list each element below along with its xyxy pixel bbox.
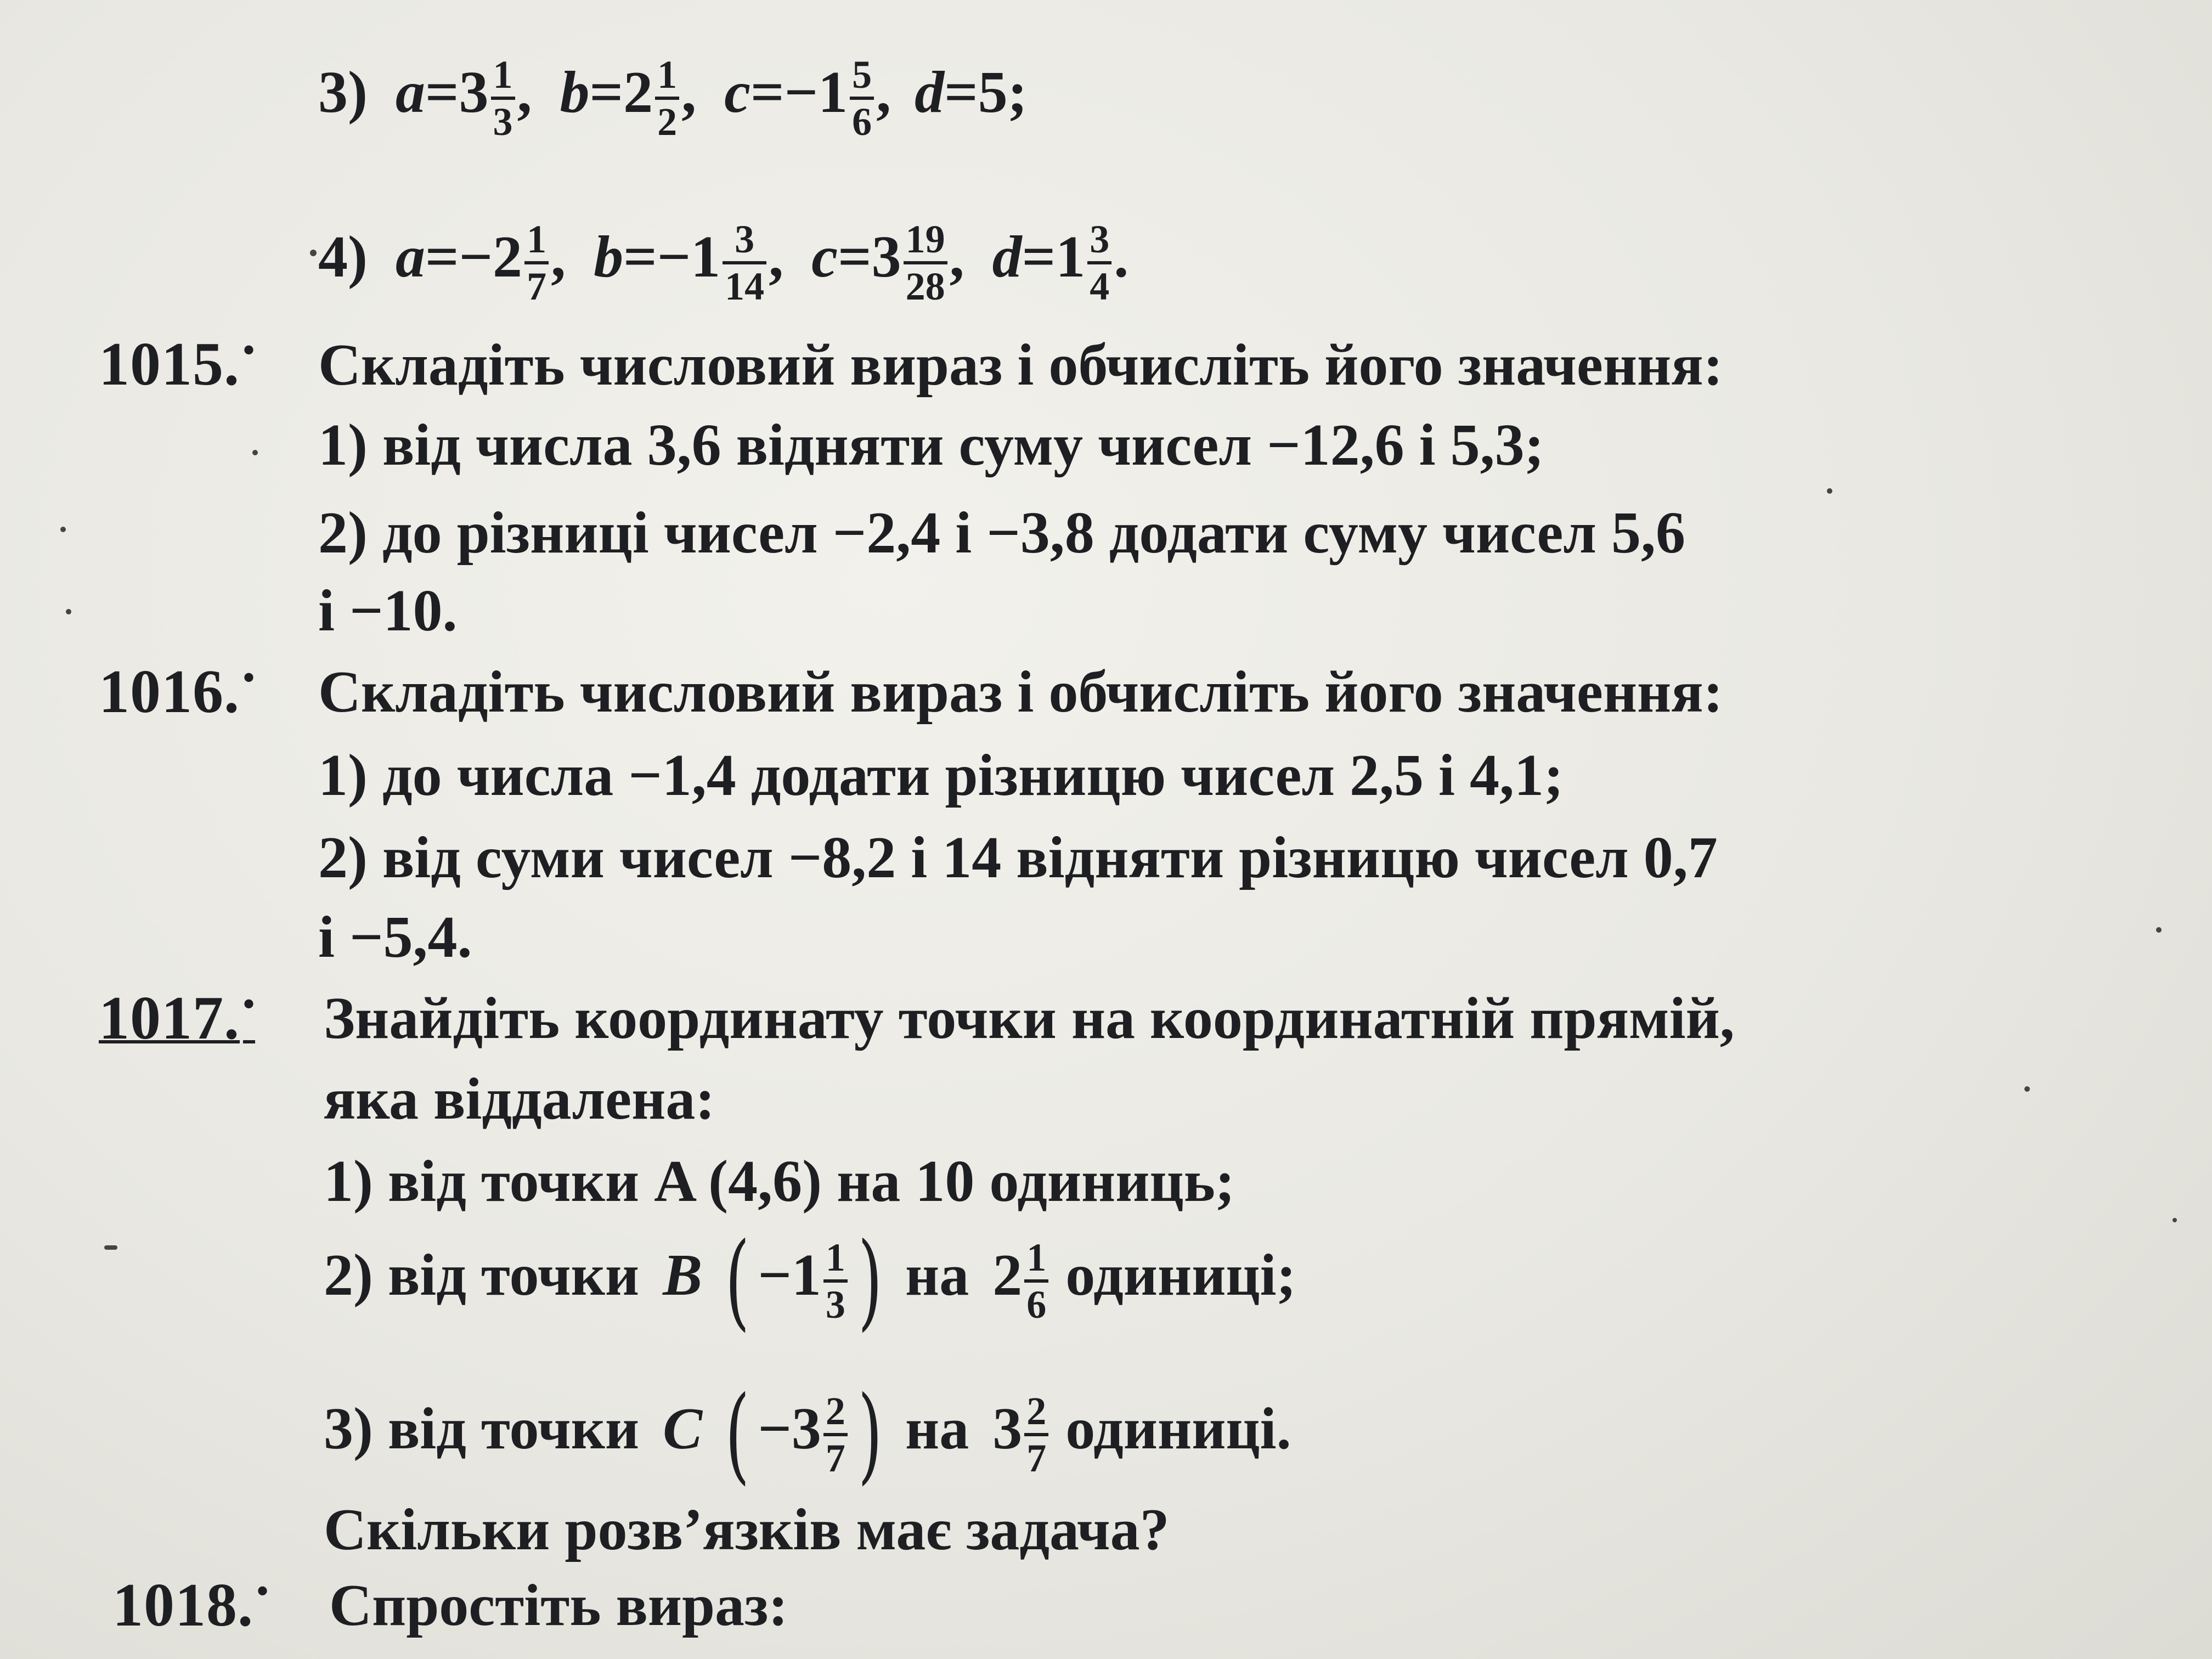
coord-num: 2: [823, 1391, 848, 1436]
point-c: C: [663, 1396, 703, 1462]
dist-fraction: [1024, 1391, 1048, 1478]
open-paren: (: [725, 1220, 750, 1341]
print-speck: [252, 450, 258, 455]
problem-number: 1016.: [99, 658, 240, 726]
coord-int: −3: [758, 1396, 821, 1462]
problem-number: 1015.: [99, 330, 240, 398]
problem-1017-sub1: 1) від точки A (4,6) на 10 одиниць;: [324, 1149, 1235, 1214]
sub3-mid: на: [905, 1396, 969, 1462]
var-d: d: [915, 59, 945, 125]
coord-int: −1: [758, 1242, 821, 1308]
d-den: 4: [1090, 264, 1110, 308]
sub3-prefix: 3) від точки: [324, 1396, 640, 1462]
problem-1016-number: [99, 658, 256, 726]
c-num: 19: [904, 219, 947, 264]
item-label: 4): [318, 224, 368, 290]
var-c: c: [811, 224, 838, 290]
problem-1017-text-line1: Знайдіть координату точки на координатній прямій,: [324, 986, 1735, 1051]
coord-den: 7: [825, 1436, 845, 1480]
period: .: [1114, 224, 1129, 290]
a-den: 7: [527, 264, 547, 308]
dist-num: 1: [1024, 1238, 1048, 1283]
item-4-line: [318, 219, 1128, 306]
coordinate-c: [717, 1374, 890, 1495]
a-fraction: [524, 219, 549, 306]
problem-1017-text-line2: яка віддалена:: [324, 1066, 715, 1132]
problem-1018-text: Спростіть вираз:: [329, 1573, 788, 1638]
d-fraction: [1087, 219, 1111, 306]
difficulty-mark: •: [243, 986, 256, 1022]
d-int: 1: [1056, 224, 1086, 290]
coord-fraction: [823, 1235, 848, 1327]
var-b: b: [594, 224, 624, 290]
b-int: 2: [623, 59, 653, 125]
print-speck: [2156, 927, 2162, 933]
problem-1015-number: [99, 330, 256, 398]
c-den: 28: [905, 264, 945, 308]
var-d: d: [992, 224, 1022, 290]
coordinate-b: [717, 1220, 890, 1341]
print-speck: [310, 250, 317, 256]
print-speck: [66, 609, 71, 614]
print-speck: [2024, 1086, 2030, 1092]
close-paren: ): [857, 1374, 883, 1495]
a-num: 1: [491, 55, 515, 100]
problem-1018-number: [112, 1571, 269, 1639]
a-int: −2: [459, 224, 523, 290]
problem-1016-text: Складіть числовий вираз і обчисліть його значення:: [318, 659, 1723, 725]
equals-sign: =: [425, 59, 459, 125]
b-den: 14: [725, 264, 765, 308]
equals-sign: =: [838, 224, 872, 290]
coord-fraction: [823, 1391, 848, 1478]
item-3-line: [318, 55, 1028, 142]
comma: ,: [876, 59, 891, 125]
comma: ,: [949, 224, 964, 290]
open-paren: (: [725, 1374, 750, 1495]
dist-den: 6: [1026, 1283, 1047, 1327]
a-den: 3: [493, 100, 513, 144]
d-num: 3: [1087, 219, 1111, 264]
problem-1015-sub2-line1: 2) до різниці чисел −2,4 і −3,8 додати суму чисел 5,6: [318, 500, 1685, 566]
d-value: 5: [978, 59, 1008, 125]
b-den: 2: [657, 100, 678, 144]
problem-1016-sub2-line1: 2) від суми чисел −8,2 і 14 відняти різницю чисел 0,7: [318, 825, 1718, 890]
difficulty-mark: •: [243, 332, 256, 368]
semicolon: ;: [1007, 59, 1028, 125]
var-a: a: [395, 59, 425, 125]
problem-1017-number: [99, 984, 256, 1052]
close-paren: ): [857, 1220, 883, 1341]
coord-num: 1: [823, 1238, 848, 1283]
problem-1016-sub1: 1) до числа −1,4 додати різницю чисел 2,5 і 4,1;: [318, 743, 1564, 808]
problem-1015-sub2-line2: і −10.: [318, 578, 458, 644]
problem-1015-text: Складіть числовий вираз і обчисліть його значення:: [318, 332, 1723, 398]
c-int: 3: [871, 224, 901, 290]
problem-1015-sub1: 1) від числа 3,6 відняти суму чисел −12,6 і 5,3;: [318, 413, 1544, 478]
problem-1017-sub2: [324, 1220, 1296, 1341]
sub2-prefix: 2) від точки: [324, 1242, 640, 1308]
a-num: 1: [524, 219, 549, 264]
b-fraction: [723, 219, 766, 306]
var-b: b: [560, 59, 590, 125]
equals-sign: =: [944, 59, 978, 125]
problem-number: 1018.: [112, 1571, 253, 1639]
c-fraction: [850, 55, 874, 142]
c-int: −1: [784, 59, 848, 125]
a-fraction: [491, 55, 515, 142]
equals-sign: =: [589, 59, 624, 125]
dist-fraction: [1024, 1235, 1048, 1327]
equals-sign: =: [751, 59, 785, 125]
difficulty-mark: •: [243, 659, 256, 696]
dist-den: 7: [1026, 1436, 1047, 1480]
c-fraction: [904, 219, 947, 306]
equals-sign: =: [425, 224, 459, 290]
var-a: a: [395, 224, 425, 290]
c-den: 6: [852, 100, 872, 144]
b-fraction: [655, 55, 679, 142]
comma: ,: [681, 59, 697, 125]
problem-1017-question: Скільки розв’язків має задача?: [324, 1497, 1170, 1562]
print-speck: [60, 527, 66, 532]
coord-den: 3: [825, 1283, 845, 1327]
equals-sign: =: [1022, 224, 1056, 290]
dist-num: 2: [1024, 1391, 1048, 1436]
dist-int: 2: [992, 1242, 1023, 1308]
problem-1016-sub2-line2: і −5,4.: [318, 905, 472, 970]
point-b: B: [663, 1242, 703, 1308]
var-c: c: [724, 59, 751, 125]
equals-sign: =: [623, 224, 657, 290]
difficulty-mark: •: [257, 1573, 269, 1609]
comma: ,: [551, 224, 566, 290]
print-speck: [2172, 1218, 2177, 1222]
dist-int: 3: [992, 1396, 1023, 1462]
print-speck: [104, 1245, 117, 1250]
b-num: 3: [723, 219, 766, 264]
a-int: 3: [459, 59, 489, 125]
print-speck: [1827, 488, 1832, 494]
b-num: 1: [655, 55, 679, 100]
comma: ,: [517, 59, 532, 125]
c-num: 5: [850, 55, 874, 100]
sub3-suffix: одиниці.: [1065, 1396, 1291, 1462]
problem-number: 1017.: [99, 984, 240, 1052]
b-int: −1: [657, 224, 721, 290]
comma: ,: [769, 224, 784, 290]
sub2-mid: на: [905, 1242, 969, 1308]
sub2-suffix: одиниці;: [1065, 1242, 1296, 1308]
problem-1017-sub3: [324, 1374, 1291, 1495]
item-label: 3): [318, 59, 368, 125]
